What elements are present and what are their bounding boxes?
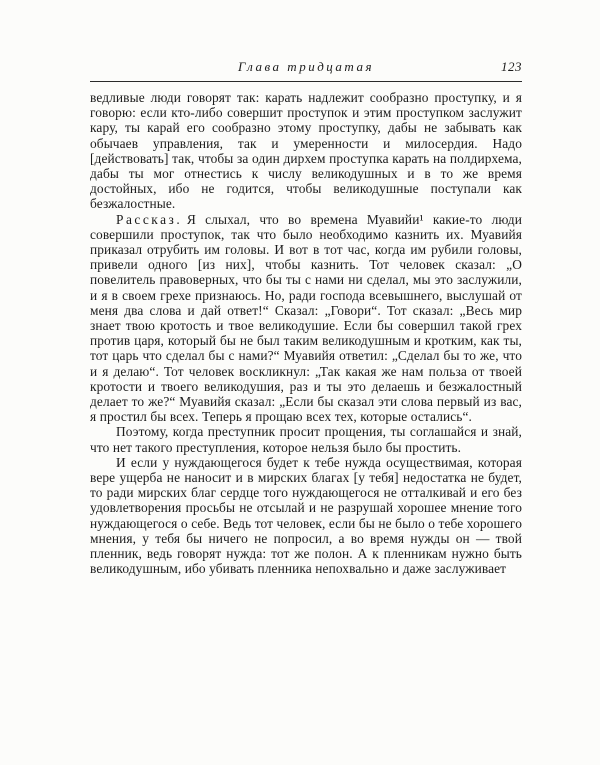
- chapter-title: Глава тридцатая: [237, 59, 375, 74]
- running-head: [90, 58, 522, 76]
- page-body: [90, 90, 522, 577]
- header-rule: [90, 81, 522, 82]
- paragraph-story: [90, 212, 522, 425]
- paragraph-continuation: ведливые люди говорят так: карать надлежит сообразно проступку, и я говорю: если кто-либо совершит проступок и этим проступком заслужит кару, ты карай его сообразно этому проступку, дабы не забывать как обычаев управления, так и умеренности и милосердия. Надо [действовать] так, чтобы за один дирхем проступка карать на полдирхема, дабы ты мог отнестись к числу великодушных и в то же время достойных, ибо не годится, чтобы великодушные поступали как безжалостные.: [90, 90, 522, 212]
- paragraph-advice: И если у нуждающегося будет к тебе нужда осуществимая, которая вере ущерба не наносит и в мирских благах [у тебя] недостатка не будет, то ради мирских благ сердце того нуждающегося не отталкивай и его без удовлетворения просьбы не отсылай и не разрушай хорошее мнение того нуждающегося о себе. Ведь тот человек, если бы не было о тебе хорошего мнения, у тебя бы ничего не попросил, а во время нужды он — твой пленник, ведь говорят нужда: тот же полон. А к пленникам нужно быть великодушным, ибо убивать пленника непохвально и даже заслуживает: [90, 454, 522, 577]
- page-number: 123: [501, 59, 522, 74]
- story-text: Я слыхал, что во времена Муавийи¹ какие-то люди совершили проступок, так что было необходимо казнить их. Муавийя приказал отрубить им головы. И вот в тот час, когда им рубили головы, привели одного [из них], чтобы казнить. Тот человек сказал: „О повелитель правоверных, что бы ты с нами ни сделал, мы это заслужили, и я в своем грехе признаюсь. Но, ради господа всевышнего, выслушай от меня два слова и дай ответ!“ Сказал: „Говори“. Тот сказал: „Весь мир знает твою кротость и твое великодушие. Если бы совершил такой грех против царя, который бы не был таким великодушным и кротким, как ты, тот царь что сделал бы с нами?“ Муавийя ответил: „Сделал бы то же, что и я делаю“. Тот человек воскликнул: „Так какая же нам польза от твоей кротости и твоего великодушия, раз и ты это делаешь и безжалостный делает то же?“ Муавийя сказал: „Если бы сказал эти слова первый из вас, я простил бы всех. Теперь я прощаю всех тех, которые остались“.: [90, 211, 522, 425]
- paragraph-moral: Поэтому, когда преступник просит прощения, ты соглашайся и знай, что нет такого преступления, которое нельзя было бы простить.: [90, 424, 522, 455]
- story-lead-word: Рассказ.: [116, 211, 183, 227]
